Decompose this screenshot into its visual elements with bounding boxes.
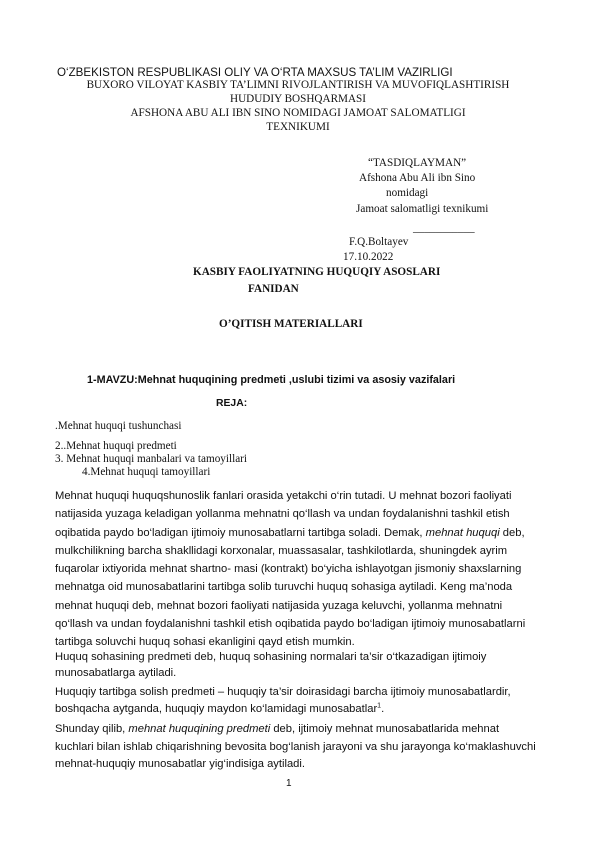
plan-item: .Mehnat huquqi tushunchasi	[55, 420, 182, 432]
plan-heading: REJA:	[216, 398, 248, 409]
approval-title: “TASDIQLAYMAN”	[368, 157, 467, 169]
emphasis-term: mehnat huquqi	[425, 526, 500, 539]
page-number: 1	[286, 778, 292, 789]
paragraph-line: fuqarolar ixtiyorida mehnat shartno- masi (kontrakt) bo‘yicha ishlayotgan jismoniy shaxslarning	[55, 563, 522, 576]
text-run: oqibatida paydo bo‘ladigan ijtimoiy munosabatlarni tartibga soladi. Demak,	[55, 526, 426, 539]
ministry-heading: O‘ZBEKISTON RESPUBLIKASI OLIY VA O‘RTA MAXSUS TA’LIM VAZIRLIGI	[57, 66, 453, 79]
paragraph-line: Huquq sohasining predmeti deb, huquq sohasining normalari ta’sir o‘tkazadigan ijtimoiy	[55, 651, 487, 663]
document-title-line3: O’QITISH MATERIALLARI	[219, 318, 363, 330]
paragraph-line: munosabatlarga aytiladi.	[55, 667, 177, 679]
approval-line1: Afshona Abu Ali ibn Sino	[359, 172, 476, 184]
approval-line3: Jamoat salomatligi texnikumi	[356, 203, 489, 215]
signature-line: ___________	[413, 222, 475, 234]
text-run: deb,	[499, 526, 525, 539]
body-paragraph-2	[55, 649, 545, 681]
approval-date: 17.10.2022	[343, 251, 394, 263]
admin-heading-line2: HUDUDIY BOSHQARMASI	[229, 93, 367, 105]
plan-item: 3. Mehnat huquqi manbalari va tamoyillari	[55, 453, 248, 465]
paragraph-line: mulkchilikning barcha shakllidagi korxonalar, muassasalar, tashkilotlarda, shuningdek ayrim	[55, 544, 508, 557]
paragraph-line	[55, 701, 545, 718]
paragraph-line: kuchlari bilan ishlab chiqarishning bevosita bog‘lanish jarayoni va shu jarayonga ko‘maklashuvchi	[55, 740, 536, 753]
plan-item: 4.Mehnat huquqi tamoyillari	[82, 466, 211, 478]
body-paragraph-3	[55, 684, 545, 718]
document-title-line1: KASBIY FAOLIYATNING HUQUQIY ASOSLARI	[193, 266, 441, 278]
approval-line2: nomidagi	[386, 187, 429, 199]
document-title-line2: FANIDAN	[248, 283, 299, 295]
text-run: deb, ijtimoiy mehnat munosabatlarida mehnat	[270, 723, 500, 735]
paragraph-line: mehnat-huquqiy munosabatlar yig‘indisiga aytiladi.	[55, 758, 305, 770]
text-run: boshqacha aytganda, huquqiy maydon ko‘lamidagi munosabatlar	[55, 703, 378, 715]
footnote-marker[interactable]: 1	[377, 702, 382, 710]
text-run: .	[381, 703, 385, 715]
text-run: Shunday qilib,	[55, 723, 129, 735]
paragraph-line: natijasida yuzaga keladigan yollanma mehnatni qo‘llash va undan foydalanishni tashkil etish	[55, 508, 510, 521]
paragraph-line: qo‘llash va undan foydalanishni tashkil etish oqibatida paydo bo‘ladigan ijtimoiy munosabatlarni	[55, 618, 526, 631]
paragraph-line: tartibga soluvchi huquq sohasi ekanligini qayd etish mumkin.	[55, 636, 355, 649]
paragraph-line: mehnatga oid munosabatlarini tartibga solib turuvchi huquq sohasiga aytiladi. Keng ma’noda	[55, 581, 513, 594]
body-paragraph-1	[55, 487, 545, 652]
approval-signer: F.Q.Boltayev	[349, 236, 409, 248]
paragraph-line: Mehnat huquqi huquqshunoslik fanlari orasida yetakchi o‘rin tutadi. U mehnat bozori faoliyati	[55, 490, 512, 502]
admin-heading-line1: BUXORO VILOYAT KASBIY TA’LIMNI RIVOJLANTIRISH VA MUVOFIQLASHTIRISH	[86, 79, 510, 91]
plan-item: 2..Mehnat huquqi predmeti	[55, 440, 177, 452]
school-heading-line1: AFSHONA ABU ALI IBN SINO NOMIDAGI JAMOAT SALOMATLIGI	[130, 107, 466, 119]
topic-heading: 1-MAVZU:Mehnat huquqining predmeti ,uslubi tizimi va asosiy vazifalari	[87, 374, 456, 386]
emphasis-term: mehnat huquqining predmeti	[128, 723, 271, 735]
paragraph-line	[55, 721, 545, 739]
paragraph-line: mehnat huquqi deb, mehnat bozori faoliyati natijasida yuzaga keluvchi, yollanma mehnatni	[55, 599, 503, 612]
paragraph-line: Huquqiy tartibga solish predmeti – huquqiy ta’sir doirasidagi barcha ijtimoiy munosabatlardir,	[55, 686, 511, 698]
school-heading-line2: TEXNIKUMI	[266, 121, 330, 133]
body-paragraph-4	[55, 721, 545, 774]
paragraph-line	[55, 524, 545, 542]
